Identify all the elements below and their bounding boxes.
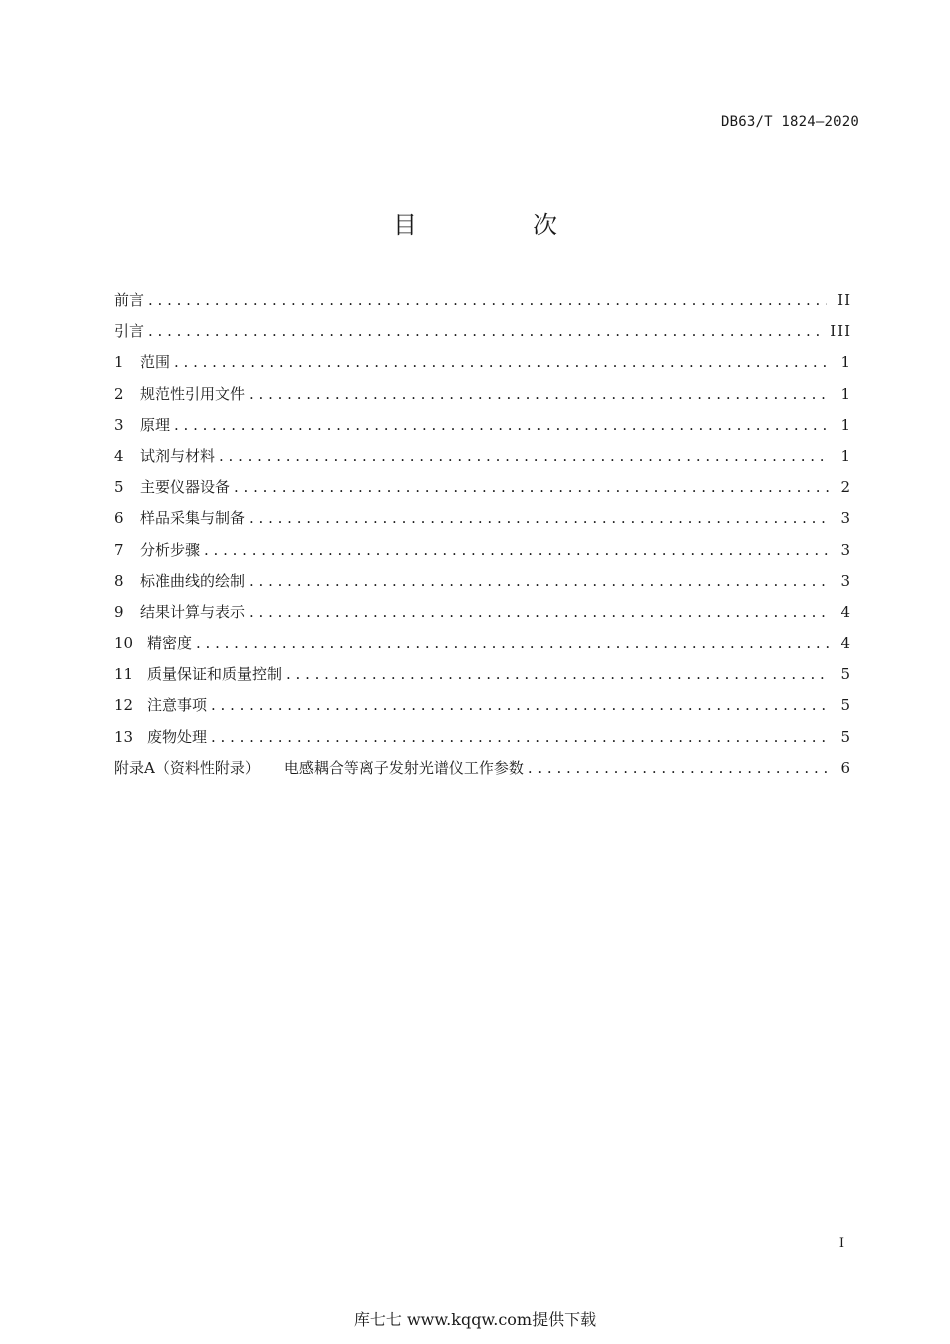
toc-entry[interactable]	[114, 722, 851, 753]
toc-entry[interactable]	[114, 347, 851, 378]
toc-entry-page: 6	[840, 758, 851, 777]
toc-entry-label	[114, 347, 170, 378]
toc-entry-label	[114, 566, 245, 597]
toc-entry-subtitle: 电感耦合等离子发射光谱仪工作参数	[283, 758, 524, 777]
toc-entry-text: 附录A（资料性附录）	[114, 758, 260, 777]
toc-entry-page: 1	[840, 353, 851, 372]
toc-entry-number: 8	[114, 571, 124, 590]
toc-dot-leader	[196, 628, 830, 659]
toc-entry-number: 11	[114, 665, 134, 684]
toc-entry-number: 10	[114, 634, 134, 653]
toc-entry-number: 12	[114, 696, 134, 715]
toc-entry-page: 2	[840, 478, 851, 497]
toc-entry-text: 废物处理	[147, 727, 208, 746]
toc-entry-label	[114, 597, 245, 628]
toc-dot-leader	[528, 753, 831, 784]
toc-entry-number: 13	[114, 727, 134, 746]
toc-dot-leader	[204, 535, 830, 566]
toc-entry-text: 引言	[114, 322, 145, 341]
toc-entry-label	[114, 628, 192, 659]
toc-entry-label	[114, 722, 207, 753]
toc-entry-text: 原理	[140, 415, 171, 434]
toc-dot-leader	[148, 285, 827, 316]
toc-entry-label	[114, 316, 144, 347]
toc-entry-text: 规范性引用文件	[140, 384, 246, 403]
page-number: I	[838, 1236, 844, 1251]
toc-entry[interactable]	[114, 659, 851, 690]
toc-entry-text: 标准曲线的绘制	[140, 571, 246, 590]
toc-entry-page: III	[830, 322, 851, 341]
toc-entry-label	[114, 753, 524, 784]
toc-entry-number: 1	[114, 353, 124, 372]
toc-entry-text: 结果计算与表示	[140, 602, 246, 621]
toc-dot-leader	[174, 410, 830, 441]
toc-dot-leader	[219, 441, 830, 472]
toc-entry-number: 7	[114, 540, 124, 559]
toc-dot-leader	[234, 472, 830, 503]
toc-dot-leader	[286, 659, 830, 690]
toc-entry[interactable]	[114, 472, 851, 503]
toc-entry[interactable]	[114, 285, 851, 316]
toc-entry-label	[114, 659, 282, 690]
toc-entry-label	[114, 472, 230, 503]
toc-entry-label	[114, 410, 170, 441]
toc-entry-label	[114, 503, 245, 534]
toc-entry-page: 1	[840, 415, 851, 434]
toc-entry-text: 试剂与材料	[140, 446, 216, 465]
toc-dot-leader	[249, 503, 830, 534]
toc-entry-label	[114, 379, 245, 410]
toc-dot-leader	[249, 379, 830, 410]
toc-entry-label	[114, 690, 207, 721]
toc-entry-page: 4	[840, 634, 851, 653]
toc-entry-text: 范围	[140, 353, 171, 372]
toc-entry-page: 3	[840, 540, 851, 559]
toc-entry[interactable]	[114, 690, 851, 721]
toc-entry-page: II	[837, 291, 851, 309]
toc-entry[interactable]	[114, 503, 851, 534]
toc-entry-text: 分析步骤	[140, 540, 201, 559]
toc-entry[interactable]	[114, 535, 851, 566]
toc-entry-text: 样品采集与制备	[140, 509, 246, 528]
toc-entry-number: 9	[114, 602, 124, 621]
toc-dot-leader	[211, 722, 830, 753]
toc-entry-page: 1	[840, 446, 851, 465]
toc-entry-number: 4	[114, 446, 124, 465]
toc-entry-page: 3	[840, 509, 851, 528]
toc-entry-label	[114, 285, 144, 316]
toc-entry-text: 主要仪器设备	[140, 478, 231, 497]
table-of-contents	[114, 285, 851, 784]
toc-entry[interactable]	[114, 410, 851, 441]
download-footer: 库七七 www.kqqw.com提供下载	[353, 1310, 597, 1329]
toc-entry-page: 3	[840, 571, 851, 590]
toc-entry-page: 4	[840, 602, 851, 621]
page-title: 目 次	[393, 211, 603, 239]
toc-entry[interactable]	[114, 379, 851, 410]
toc-entry-text: 质量保证和质量控制	[147, 665, 283, 684]
toc-entry[interactable]	[114, 316, 851, 347]
toc-entry-label	[114, 441, 215, 472]
toc-dot-leader	[249, 597, 830, 628]
standard-code: DB63/T 1824—2020	[720, 114, 859, 130]
toc-dot-leader	[174, 347, 830, 378]
toc-dot-leader	[148, 316, 820, 347]
toc-entry-label	[114, 535, 200, 566]
toc-entry-text: 精密度	[147, 634, 193, 653]
toc-dot-leader	[249, 566, 830, 597]
toc-entry-page: 5	[840, 696, 851, 715]
toc-entry-text: 注意事项	[147, 696, 208, 715]
toc-entry-page: 5	[840, 665, 851, 684]
toc-entry-page: 5	[840, 727, 851, 746]
toc-entry[interactable]	[114, 566, 851, 597]
toc-entry-number: 3	[114, 415, 124, 434]
toc-entry-text: 前言	[114, 291, 145, 309]
toc-entry-number: 6	[114, 509, 124, 528]
toc-entry-number: 5	[114, 478, 124, 497]
toc-dot-leader	[211, 690, 830, 721]
toc-entry[interactable]	[114, 753, 851, 784]
toc-entry[interactable]	[114, 441, 851, 472]
toc-entry[interactable]	[114, 597, 851, 628]
toc-entry-page: 1	[840, 384, 851, 403]
toc-entry[interactable]	[114, 628, 851, 659]
toc-entry-number: 2	[114, 384, 124, 403]
